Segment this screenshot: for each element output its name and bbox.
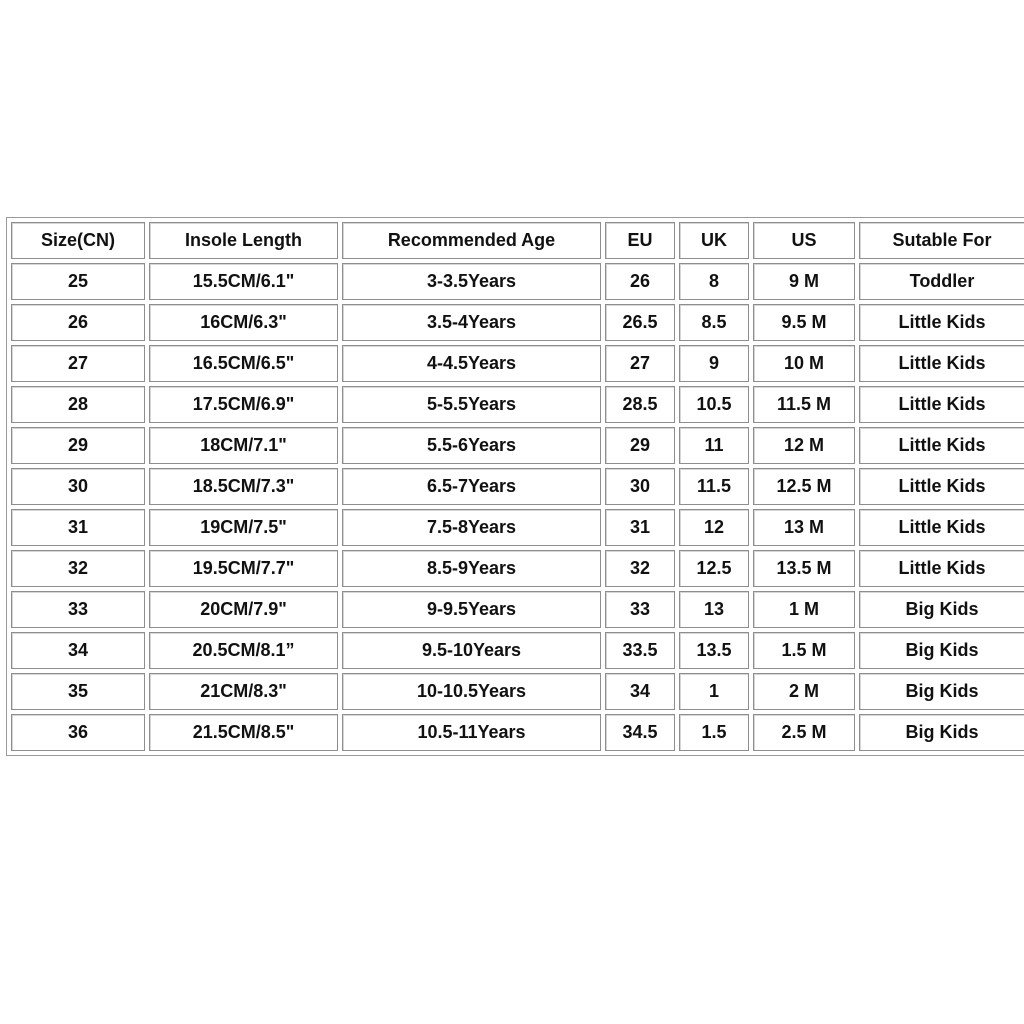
cell-size-cn: 31 (11, 509, 145, 546)
cell-suitable-for: Little Kids (859, 386, 1024, 423)
header-suitable-for: Sutable For (859, 222, 1024, 259)
cell-suitable-for: Big Kids (859, 591, 1024, 628)
cell-suitable-for: Little Kids (859, 304, 1024, 341)
cell-suitable-for: Little Kids (859, 509, 1024, 546)
cell-size-cn: 28 (11, 386, 145, 423)
cell-suitable-for: Big Kids (859, 632, 1024, 669)
cell-uk: 1 (679, 673, 749, 710)
cell-recommended-age: 3.5-4Years (342, 304, 601, 341)
cell-suitable-for: Little Kids (859, 468, 1024, 505)
table-row (11, 591, 1024, 628)
cell-size-cn: 32 (11, 550, 145, 587)
cell-size-cn: 25 (11, 263, 145, 300)
cell-insole-length: 21CM/8.3" (149, 673, 338, 710)
cell-uk: 11 (679, 427, 749, 464)
cell-recommended-age: 5.5-6Years (342, 427, 601, 464)
cell-suitable-for: Big Kids (859, 673, 1024, 710)
cell-size-cn: 29 (11, 427, 145, 464)
cell-eu: 31 (605, 509, 675, 546)
cell-eu: 28.5 (605, 386, 675, 423)
cell-suitable-for: Little Kids (859, 550, 1024, 587)
cell-recommended-age: 4-4.5Years (342, 345, 601, 382)
header-us: US (753, 222, 855, 259)
cell-insole-length: 18.5CM/7.3" (149, 468, 338, 505)
cell-recommended-age: 3-3.5Years (342, 263, 601, 300)
header-uk: UK (679, 222, 749, 259)
cell-eu: 33.5 (605, 632, 675, 669)
cell-us: 1 M (753, 591, 855, 628)
header-recommended-age: Recommended Age (342, 222, 601, 259)
cell-eu: 27 (605, 345, 675, 382)
cell-uk: 11.5 (679, 468, 749, 505)
cell-eu: 29 (605, 427, 675, 464)
table-header-row (11, 222, 1024, 259)
cell-insole-length: 15.5CM/6.1" (149, 263, 338, 300)
table-row (11, 673, 1024, 710)
cell-eu: 34.5 (605, 714, 675, 751)
cell-us: 12.5 M (753, 468, 855, 505)
cell-uk: 13 (679, 591, 749, 628)
cell-eu: 26 (605, 263, 675, 300)
cell-uk: 1.5 (679, 714, 749, 751)
cell-us: 2.5 M (753, 714, 855, 751)
cell-us: 12 M (753, 427, 855, 464)
cell-uk: 13.5 (679, 632, 749, 669)
cell-uk: 8 (679, 263, 749, 300)
cell-eu: 33 (605, 591, 675, 628)
cell-eu: 32 (605, 550, 675, 587)
cell-insole-length: 20.5CM/8.1” (149, 632, 338, 669)
cell-us: 13 M (753, 509, 855, 546)
cell-size-cn: 34 (11, 632, 145, 669)
table-row (11, 345, 1024, 382)
table-row (11, 509, 1024, 546)
cell-uk: 10.5 (679, 386, 749, 423)
cell-suitable-for: Toddler (859, 263, 1024, 300)
table-row (11, 550, 1024, 587)
cell-us: 11.5 M (753, 386, 855, 423)
cell-us: 10 M (753, 345, 855, 382)
cell-recommended-age: 6.5-7Years (342, 468, 601, 505)
cell-size-cn: 30 (11, 468, 145, 505)
cell-recommended-age: 5-5.5Years (342, 386, 601, 423)
cell-size-cn: 26 (11, 304, 145, 341)
cell-insole-length: 16.5CM/6.5" (149, 345, 338, 382)
table-row (11, 427, 1024, 464)
table-row (11, 263, 1024, 300)
cell-recommended-age: 9.5-10Years (342, 632, 601, 669)
size-chart-table (6, 217, 1024, 756)
cell-size-cn: 33 (11, 591, 145, 628)
cell-eu: 34 (605, 673, 675, 710)
cell-us: 1.5 M (753, 632, 855, 669)
cell-insole-length: 19CM/7.5" (149, 509, 338, 546)
cell-us: 2 M (753, 673, 855, 710)
cell-insole-length: 16CM/6.3" (149, 304, 338, 341)
cell-size-cn: 35 (11, 673, 145, 710)
cell-eu: 26.5 (605, 304, 675, 341)
cell-insole-length: 20CM/7.9" (149, 591, 338, 628)
cell-suitable-for: Little Kids (859, 345, 1024, 382)
table-row (11, 714, 1024, 751)
cell-insole-length: 18CM/7.1" (149, 427, 338, 464)
cell-suitable-for: Big Kids (859, 714, 1024, 751)
cell-us: 9 M (753, 263, 855, 300)
cell-uk: 9 (679, 345, 749, 382)
cell-us: 13.5 M (753, 550, 855, 587)
cell-us: 9.5 M (753, 304, 855, 341)
table-row (11, 468, 1024, 505)
table-body (11, 263, 1024, 751)
table-row (11, 304, 1024, 341)
cell-insole-length: 19.5CM/7.7" (149, 550, 338, 587)
cell-recommended-age: 7.5-8Years (342, 509, 601, 546)
cell-eu: 30 (605, 468, 675, 505)
cell-size-cn: 36 (11, 714, 145, 751)
header-eu: EU (605, 222, 675, 259)
cell-recommended-age: 8.5-9Years (342, 550, 601, 587)
cell-size-cn: 27 (11, 345, 145, 382)
cell-recommended-age: 10-10.5Years (342, 673, 601, 710)
cell-insole-length: 21.5CM/8.5" (149, 714, 338, 751)
cell-uk: 12.5 (679, 550, 749, 587)
header-size-cn: Size(CN) (11, 222, 145, 259)
cell-recommended-age: 10.5-11Years (342, 714, 601, 751)
cell-insole-length: 17.5CM/6.9" (149, 386, 338, 423)
cell-uk: 12 (679, 509, 749, 546)
table-row (11, 632, 1024, 669)
table-row (11, 386, 1024, 423)
cell-recommended-age: 9-9.5Years (342, 591, 601, 628)
cell-suitable-for: Little Kids (859, 427, 1024, 464)
cell-uk: 8.5 (679, 304, 749, 341)
header-insole-length: Insole Length (149, 222, 338, 259)
